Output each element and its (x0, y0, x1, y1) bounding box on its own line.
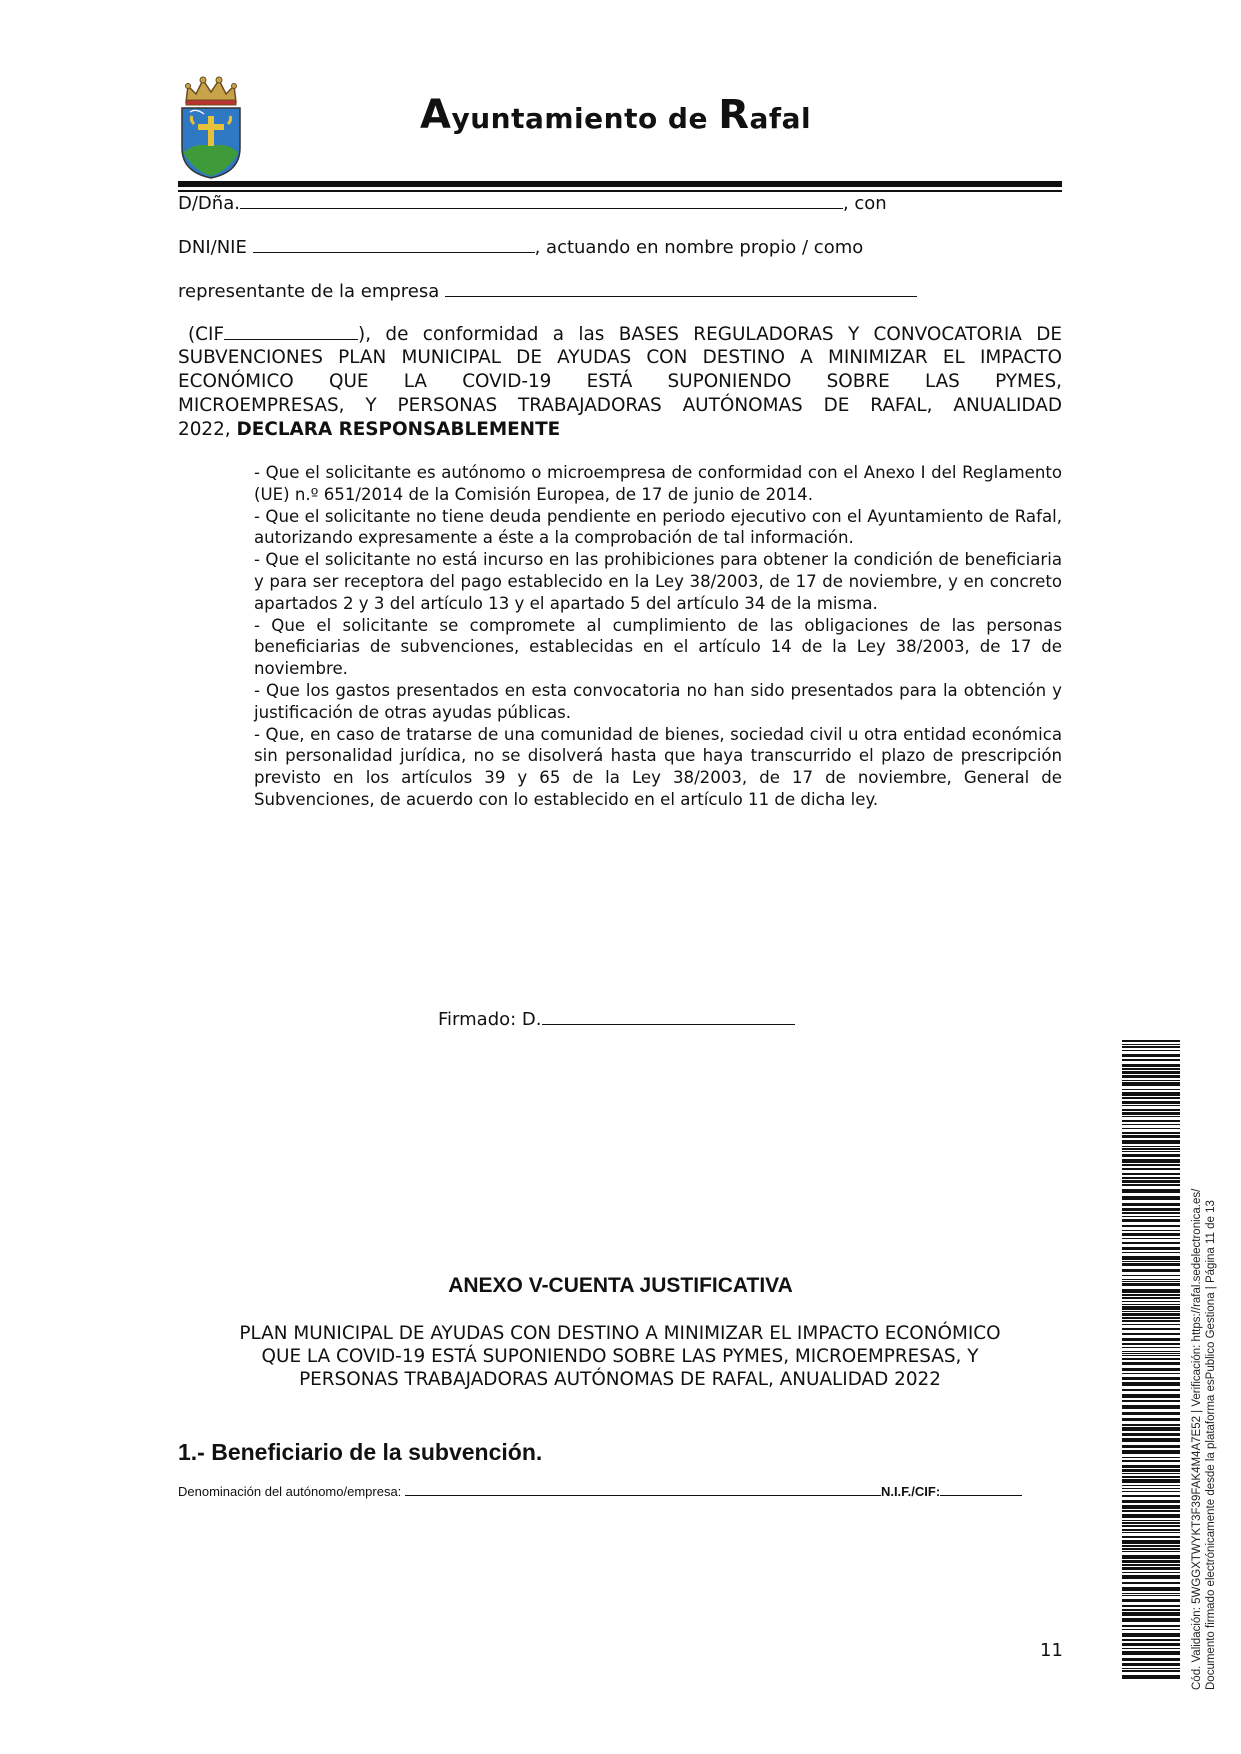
nif-label: N.I.F./CIF: (880, 1484, 941, 1499)
intro-line1-text: ), de conformidad a las BASES REGULADORAS Y CONVOCATORIA DE (358, 324, 1062, 345)
company-line (178, 280, 917, 303)
denomination-label: Denominación del autónomo/empresa: (178, 1484, 402, 1499)
barcode-image (1122, 1040, 1180, 1680)
name-line (178, 192, 887, 215)
validation-line: Cód. Validación: 5WGGXTWYKT3F39FAK4M4A7E52 | Verificación: https://rafal.sedelectronica.es/ (1191, 1188, 1203, 1690)
declara-responsablemente: DECLARA RESPONSABLEMENTE (236, 419, 561, 440)
title-first-cap: A (420, 92, 452, 138)
declaration-item: - Que el solicitante no tiene deuda pendiente en periodo ejecutivo con el Ayuntamiento de Rafal, autorizando expresamente a éste a la comprobación de tal información. (254, 506, 1062, 548)
plan-title (170, 1322, 1070, 1391)
dni-label: DNI/NIE (178, 237, 247, 258)
intro-line-3: ECONÓMICO QUE LA COVID-19 ESTÁ SUPONIENDO SOBRE LAS PYMES, (178, 371, 1062, 392)
declaration-item: - Que el solicitante no está incurso en las prohibiciones para obtener la condición de beneficiaria y para ser receptora del pago establecido en la Ley 38/2003, de 17 de noviembre, y en concreto apartados 2 y 3 del artículo 13 y el apartado 5 del artículo 34 de la misma. (254, 550, 1062, 613)
plan-line-3: PERSONAS TRABAJADORAS AUTÓNOMAS DE RAFAL, ANUALIDAD 2022 (299, 1369, 941, 1390)
name-field[interactable] (240, 192, 843, 209)
declaration-item: - Que el solicitante es autónomo o microempresa de conformidad con el Anexo I del Reglamento (UE) n.º 651/2014 de la Comisión Europea, de 17 de junio de 2014. (254, 463, 1062, 504)
company-field[interactable] (445, 280, 917, 297)
coat-of-arms-logo (176, 72, 246, 180)
title-part1: yuntamiento de (451, 102, 719, 135)
denomination-line (178, 1484, 1022, 1499)
intro-line-1 (178, 324, 1062, 346)
annex-title: ANEXO V-CUENTA JUSTIFICATIVA (448, 1274, 793, 1297)
intro-line-5 (178, 419, 1062, 441)
cif-label: (CIF (188, 324, 225, 345)
declaration-item: - Que los gastos presentados en esta convocatoria no han sido presentados para la obtención y justificación de otras ayudas públicas. (254, 680, 1062, 722)
title-part2: afal (749, 102, 812, 135)
intro-line-4: MICROEMPRESAS, Y PERSONAS TRABAJADORAS AUTÓNOMAS DE RAFAL, ANUALIDAD (178, 395, 1062, 416)
nif-field[interactable] (940, 1484, 1022, 1496)
name-label: D/Dña. (178, 193, 240, 214)
denomination-field[interactable] (405, 1484, 881, 1496)
title-second-cap: R (718, 92, 750, 138)
declarations-list (254, 462, 1062, 811)
company-label: representante de la empresa (178, 281, 440, 302)
signature-label: Firmado: D. (438, 1009, 542, 1030)
name-suffix: , con (842, 193, 887, 214)
validation-text (1190, 1070, 1218, 1690)
signed-line: Documento firmado electrónicamente desde la plataforma esPublico Gestiona | Página 11 de 13 (1205, 1200, 1217, 1690)
dni-line (178, 236, 863, 259)
plan-line-1: PLAN MUNICIPAL DE AYUDAS CON DESTINO A MINIMIZAR EL IMPACTO ECONÓMICO (239, 1323, 1001, 1344)
section-title: 1.- Beneficiario de la subvención. (178, 1439, 543, 1465)
intro-line5-text: 2022, (178, 419, 237, 440)
plan-line-2: QUE LA COVID-19 ESTÁ SUPONIENDO SOBRE LAS PYMES, MICROEMPRESAS, Y (261, 1346, 979, 1367)
declaration-item: - Que el solicitante se compromete al cumplimiento de las obligaciones de las personas beneficiarias de subvenciones, establecidas en el artículo 14 de la Ley 38/2003, de 17 de noviembre. (254, 615, 1062, 679)
intro-line-2: SUBVENCIONES PLAN MUNICIPAL DE AYUDAS CON DESTINO A MINIMIZAR EL IMPACTO (178, 347, 1062, 368)
dni-suffix: , actuando en nombre propio / como (534, 237, 864, 258)
signature-field[interactable] (542, 1008, 795, 1025)
declaration-item: - Que, en caso de tratarse de una comunidad de bienes, sociedad civil u otra entidad económica sin personalidad jurídica, no se disolverá hasta que haya transcurrido el plazo de prescripción previsto en los artículos 39 y 65 de la Ley 38/2003, de 17 de noviembre, General de Subvenciones, de acuerdo con lo establecido en el artículo 11 de dicha ley. (254, 724, 1062, 809)
cif-field[interactable] (224, 324, 358, 340)
dni-field[interactable] (253, 236, 535, 253)
page-number: 11 (1040, 1640, 1063, 1661)
header-rule-thick (178, 181, 1062, 187)
signature-line (438, 1008, 795, 1031)
page-title (420, 92, 811, 138)
